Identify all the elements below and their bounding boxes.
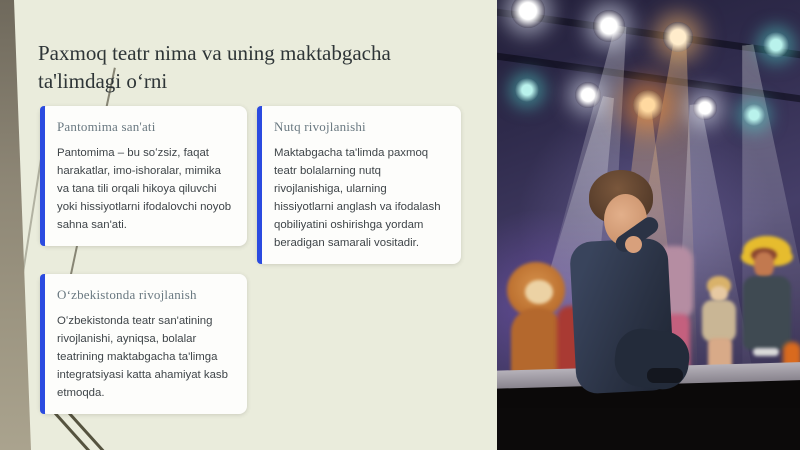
stage-light	[575, 82, 601, 108]
slide-title: Paxmoq teatr nima va uning maktabgacha ta'limdagi oʻrni	[38, 41, 391, 93]
toddler-hand	[625, 236, 642, 253]
stage-light	[693, 96, 717, 120]
child-sunflower-dress	[743, 276, 791, 350]
stage-photo	[497, 0, 800, 450]
stage-light	[663, 22, 693, 52]
thread-line	[53, 411, 98, 450]
card-heading: Oʻzbekistonda rivojlanish	[57, 287, 197, 302]
child-blond-torso	[702, 300, 736, 342]
card-body: Pantomima – bu soʻzsiz, faqat harakatlar, imo-ishoralar, mimika va tana tili orqali hikoya qiluvchi yoki hissiyotlarni ifodalovchi noyob sahna san'ati.	[57, 147, 232, 232]
thread-line	[66, 410, 116, 450]
card-ozbekiston	[40, 274, 247, 414]
toddler-shoe	[647, 368, 683, 383]
card-heading: Pantomima san'ati	[57, 119, 156, 134]
stage-light	[743, 104, 765, 126]
card-body: Oʻzbekistonda teatr san'atining rivojlanishi, ayniqsa, bolalar teatrining maktabgacha ta'limga integratsiyasi katta ahamiyat kasb etmoqda.	[57, 315, 228, 400]
stage-light	[593, 10, 625, 42]
stage-light	[515, 78, 539, 102]
card-nutq	[257, 106, 461, 264]
stage-light	[511, 0, 545, 28]
stage-light	[633, 90, 663, 120]
card-heading: Nutq rivojlanishi	[274, 119, 366, 134]
stage-front	[497, 408, 800, 450]
stage-light	[763, 32, 789, 58]
child-sunflower-shoes	[753, 348, 779, 356]
puppet-lion-face	[525, 280, 553, 304]
card-pantomima	[40, 106, 247, 246]
child-sunflower-face	[754, 252, 774, 278]
card-body: Maktabgacha ta'limda paxmoq teatr bolalarning nutq rivojlanishiga, ularning hissiyotlarni anglash va ifodalash qobiliyatini oshirishga yordam beradigan samarali vositadir.	[274, 147, 441, 250]
